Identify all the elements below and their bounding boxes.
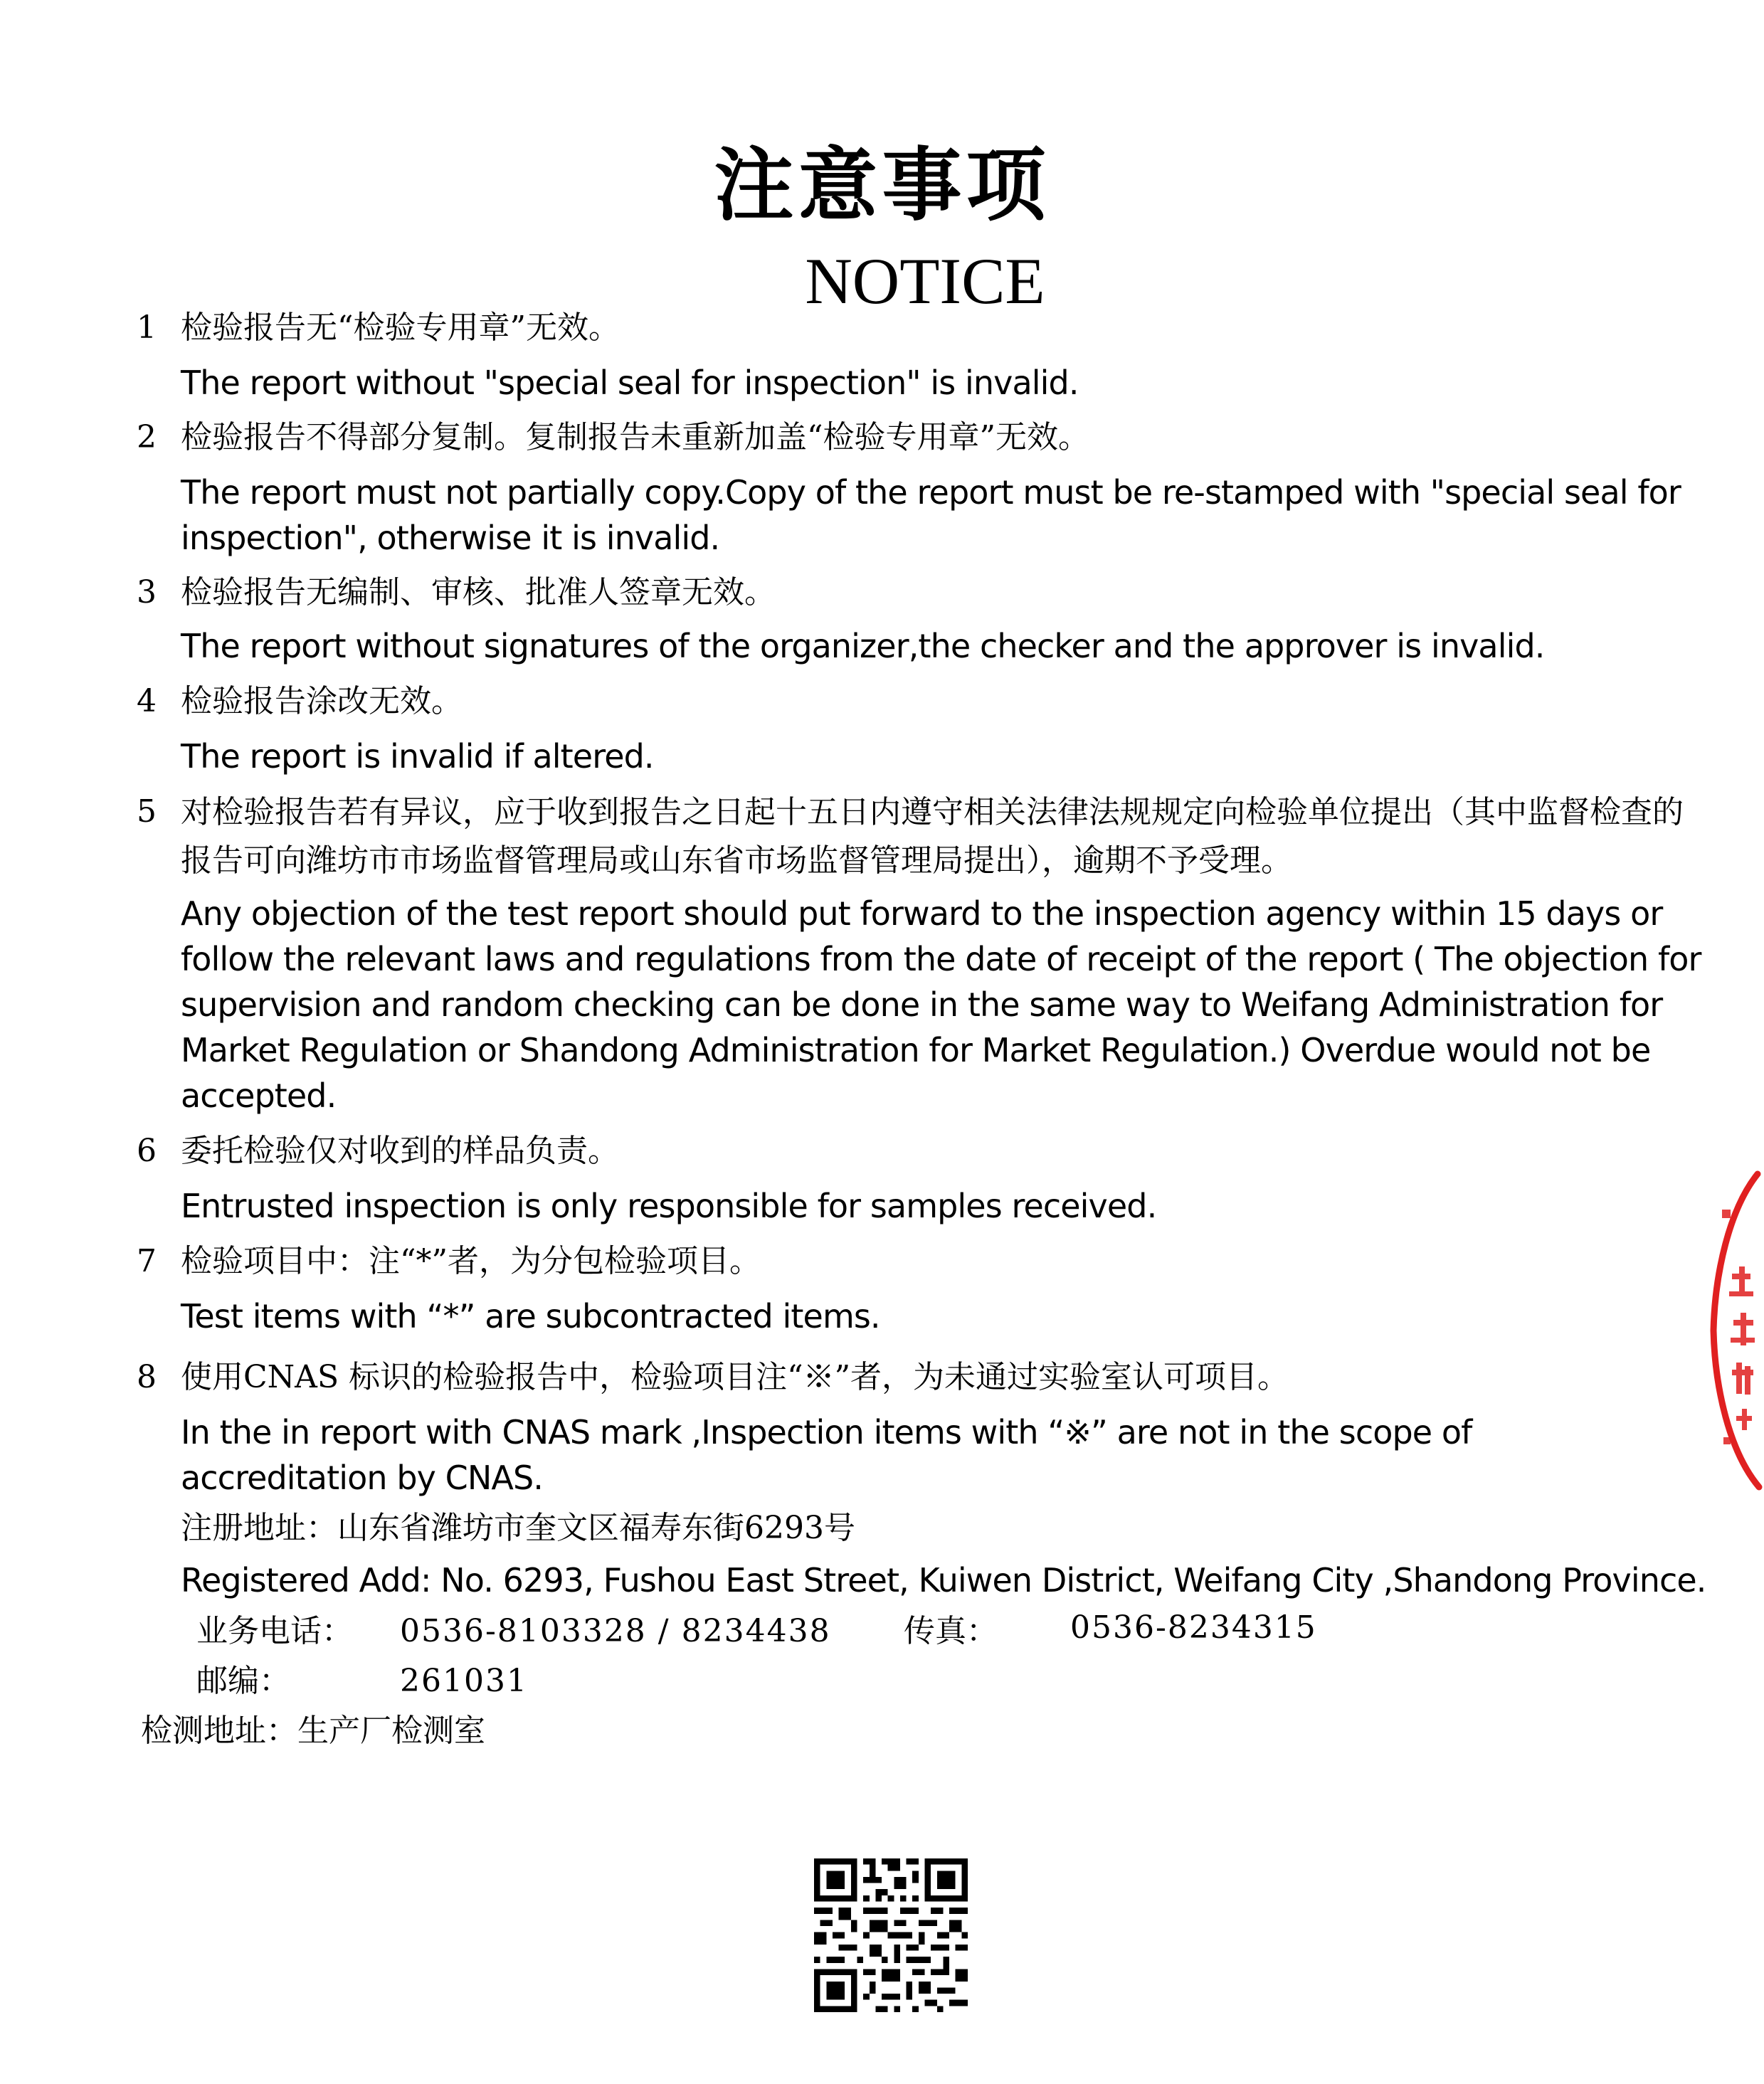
item-en: Test items with “*” are subcontracted items. [181,1297,880,1335]
test-address: 检测地址：生产厂检测室 [141,1713,485,1749]
item-number: 4 [137,683,157,719]
item-cn: 检验报告涂改无效。 [181,683,463,719]
qr-code-icon [814,1858,968,2012]
title-chinese: 注意事项 [714,139,1050,232]
item-number: 5 [137,793,157,830]
item-en: The report is invalid if altered. [181,737,654,776]
item-cn: 检验报告不得部分复制。复制报告未重新加盖“检验专用章”无效。 [181,419,1089,455]
fax-label: 传真： [904,1613,998,1649]
item-number: 1 [137,310,157,346]
item-en: The report without "special seal for inspection" is invalid. [181,364,1079,402]
registered-address-en: Registered Add: No. 6293, Fushou East Street, Kuiwen District, Weifang City ,Shandong Province. [181,1561,1706,1599]
item-number: 8 [137,1359,157,1395]
registered-address-cn: 注册地址：山东省潍坊市奎文区福寿东街6293号 [181,1510,855,1546]
item-cn: 检验报告无编制、审核、批准人签章无效。 [181,574,776,610]
phone-value: 0536-8103328 / 8234438 [400,1613,831,1649]
title-english: NOTICE [805,245,1045,317]
item-en: The report without signatures of the organizer,the checker and the approver is invalid. [181,627,1545,665]
item-number: 7 [137,1243,157,1279]
postcode-value: 261031 [400,1663,528,1699]
postcode-label: 邮编： [196,1663,290,1699]
item-cn: 委托检验仅对收到的样品负责。 [181,1133,619,1169]
item-cn: 检验报告无“检验专用章”无效。 [181,310,620,346]
item-cn: 对检验报告若有异议，应于收到报告之日起十五日内遵守相关法律法规规定向检验单位提出（其中监督检查的报告可向潍坊市市场监督管理局或山东省市场监督管理局提出），逾期不予受理。 [181,794,1684,879]
fax-value: 0536-8234315 [1070,1609,1317,1646]
item-cn: 使用CNAS 标识的检验报告中，检验项目注“※”者，为未通过实验室认可项目。 [181,1359,1289,1395]
item-number: 3 [137,574,157,610]
item-number: 2 [137,419,157,455]
item-en: Any objection of the test report should put forward to the inspection agency within 15 days or follow the relevant laws and regulations from the date of receipt of the report ( The objection for supervision and random checking can be done in the same way to Weifang Administration for Market Regulation or Shandong Administration for Market Regulation.) Overdue would not be accepted. [181,894,1701,1115]
item-en: In the in report with CNAS mark ,Inspection items with “※” are not in the scope of accreditation by CNAS. [181,1413,1472,1497]
phone-label: 业务电话： [196,1613,353,1649]
item-en: The report must not partially copy.Copy of the report must be re-stamped with "special seal for inspection", otherwise it is invalid. [181,473,1681,557]
item-cn: 检验项目中：注“*”者，为分包检验项目。 [181,1243,761,1279]
item-en: Entrusted inspection is only responsible for samples received. [181,1187,1157,1225]
item-number: 6 [137,1133,157,1169]
inspection-seal-icon [1708,1167,1764,1494]
